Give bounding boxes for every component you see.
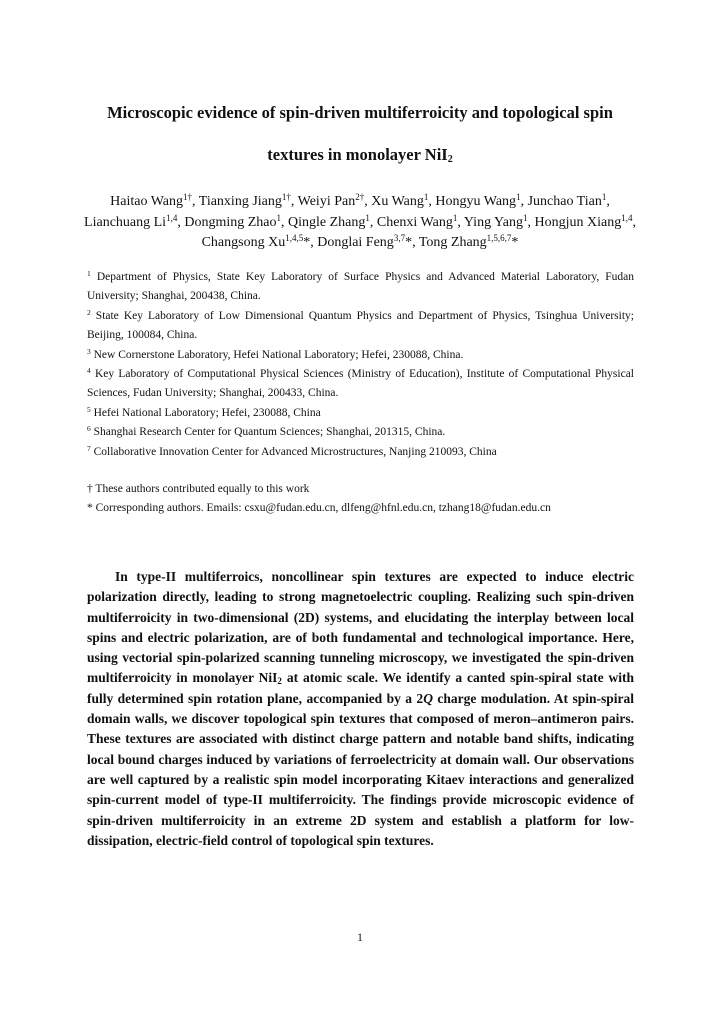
- abstract-part-3: charge modulation. At spin-spiral domain walls, we discover topological spin textures that composed of meron–antimeron pairs. These textures are associated with distinct charge pattern and notable band shifts, indicating local bound charges induced by variations of ferroelectricity at domain wall. Our observations are well captured by a realistic spin model incorporating Kitaev interactions and generalized spin-current model of type-II multiferroicity. The findings provide microscopic evidence of spin-driven multiferroicity in an extreme 2D system and establish a platform for low-dissipation, electric-field control of topological spin textures.: [87, 690, 634, 848]
- abstract: [87, 567, 634, 851]
- affiliation-text: Department of Physics, State Key Laboratory of Surface Physics and Advanced Material Laboratory, Fudan University; Shanghai, 200438, China.: [87, 271, 634, 303]
- author-separator: *: [511, 235, 519, 250]
- author-separator: ,: [364, 194, 372, 209]
- author-name: Weiyi Pan: [297, 194, 356, 209]
- author: [202, 235, 318, 250]
- author-name: Donglai Feng: [317, 235, 394, 250]
- author-separator: ,: [457, 214, 464, 230]
- title-line-2-text: textures in monolayer NiI: [267, 145, 448, 164]
- page-number: 1: [357, 932, 363, 944]
- affiliation-item: [87, 307, 634, 346]
- author-affiliation-marker: 1: [452, 212, 458, 223]
- author-affiliation-marker: 1: [601, 192, 607, 202]
- author-separator: *,: [405, 235, 419, 250]
- author-affiliation-marker: 3,7: [393, 233, 406, 243]
- author-affiliation-marker: 1: [365, 212, 370, 223]
- author-separator: ,: [520, 194, 528, 209]
- author-name: Qingle Zhang: [287, 214, 366, 230]
- author: [376, 212, 464, 230]
- author: [110, 194, 199, 209]
- affiliation-number: 5: [87, 404, 91, 414]
- affiliation-text: Hefei National Laboratory; Hefei, 230088, China: [93, 406, 321, 419]
- author-name: Hongjun Xiang: [534, 214, 622, 230]
- author-name: Dongming Zhao: [184, 214, 277, 230]
- affiliation-text: Key Laboratory of Computational Physical Sciences (Ministry of Education), Institute of Computational Physical Sciences, Fudan University; Shanghai, 200433, China.: [87, 368, 634, 400]
- affiliation-item: [87, 346, 634, 365]
- author-name: Tong Zhang: [418, 235, 487, 250]
- paper-title-line-1: Microscopic evidence of spin-driven multiferroicity and topological spin: [107, 103, 613, 122]
- author-affiliation-marker: 1,5,6,7: [486, 233, 512, 243]
- abstract-part-2: at atomic scale. We identify a canted spin-spiral state with fully determined spin rotation plane, accompanied by a 2: [87, 670, 634, 706]
- author-affiliation-marker: 1,4: [621, 212, 633, 223]
- author-affiliation-marker: 1†: [183, 192, 193, 202]
- author-affiliation-marker: 1: [522, 212, 528, 223]
- author-name: Tianxing Jiang: [198, 194, 282, 209]
- author: [298, 194, 372, 209]
- author: [528, 194, 610, 209]
- affiliation-item: [87, 404, 634, 423]
- author-name: Changsong Xu: [201, 235, 286, 250]
- author-name: Lianchuang Li: [84, 214, 167, 230]
- author-name: Chenxi Wang: [376, 214, 453, 230]
- author: [84, 212, 185, 230]
- affiliation-text: State Key Laboratory of Low Dimensional Quantum Physics and Department of Physics, Tsinghua University; Beijing, 100084, China.: [87, 309, 634, 342]
- author-affiliation-marker: 2†: [355, 192, 365, 202]
- abstract-subscript: 2: [277, 676, 282, 687]
- author-list: [80, 192, 640, 254]
- affiliation-number: 1: [87, 269, 91, 278]
- title-subscript: 2: [447, 154, 453, 165]
- author-affiliation-marker: 1†: [281, 192, 291, 202]
- abstract-part-1: In type-II multiferroics, noncollinear spin textures are expected to induce electric polarization directly, leading to strong magnetoelectric coupling. Realizing such spin-driven multiferroicity in two-dimensional (2D) systems, and elucidating the interplay between local spins and electric polarization, are of both fundamental and technological importance. Here, using vectorial spin-polarized scanning tunneling microscopy, we investigated the spin-driven multiferroicity in monolayer NiI: [87, 569, 634, 686]
- author: [317, 235, 419, 250]
- author-affiliation-marker: 1: [516, 192, 521, 202]
- affiliation-number: 4: [87, 366, 91, 376]
- author-name: Ying Yang: [463, 214, 523, 230]
- author: [199, 194, 298, 209]
- affiliation-item: [87, 365, 634, 404]
- abstract-q-symbol: Q: [423, 690, 433, 706]
- equal-contribution-note: † These authors contributed equally to this work: [87, 483, 310, 495]
- author-separator: ,: [192, 194, 199, 209]
- affiliation-item: [87, 268, 634, 307]
- author-name: Hongyu Wang: [435, 194, 517, 209]
- author-notes: [87, 480, 634, 518]
- author: [435, 194, 527, 209]
- author: [371, 194, 435, 209]
- author-separator: ,: [177, 214, 185, 230]
- author: [534, 212, 636, 230]
- author-separator: *,: [303, 235, 318, 250]
- affiliation-text: New Cornerstone Laboratory, Hefei National Laboratory; Hefei, 230088, China.: [93, 348, 464, 361]
- affiliation-number: 3: [87, 346, 91, 356]
- affiliation-number: 7: [87, 443, 91, 453]
- affiliation-item: [87, 423, 634, 442]
- affiliation-number: 6: [87, 424, 91, 434]
- author-separator: ,: [290, 194, 298, 209]
- author: [287, 212, 377, 230]
- author-separator: ,: [606, 194, 610, 209]
- author-name: Xu Wang: [371, 194, 424, 209]
- author-separator: ,: [369, 214, 377, 230]
- author: [419, 235, 519, 250]
- author-separator: ,: [280, 214, 288, 230]
- author-affiliation-marker: 1,4,5: [285, 233, 304, 243]
- paper-title-line-2: [60, 145, 660, 165]
- author-affiliation-marker: 1,4: [166, 212, 178, 223]
- author-name: Junchao Tian: [527, 194, 602, 209]
- affiliation-list: [87, 268, 634, 462]
- author-affiliation-marker: 1: [423, 192, 429, 202]
- affiliation-text: Shanghai Research Center for Quantum Sciences; Shanghai, 201315, China.: [93, 426, 446, 439]
- author: [463, 212, 535, 230]
- affiliation-item: [87, 443, 634, 462]
- corresponding-authors-note: * Corresponding authors. Emails: csxu@fudan.edu.cn, dlfeng@hfnl.edu.cn, tzhang18@fudan.edu.cn: [87, 502, 551, 514]
- author-name: Haitao Wang: [110, 194, 184, 209]
- affiliation-number: 2: [87, 307, 91, 317]
- author-affiliation-marker: 1: [276, 212, 281, 223]
- author: [184, 212, 288, 230]
- author-separator: ,: [527, 214, 535, 230]
- author-separator: ,: [428, 194, 436, 209]
- author-separator: ,: [632, 214, 636, 230]
- affiliation-text: Collaborative Innovation Center for Advanced Microstructures, Nanjing 210093, China: [93, 445, 497, 458]
